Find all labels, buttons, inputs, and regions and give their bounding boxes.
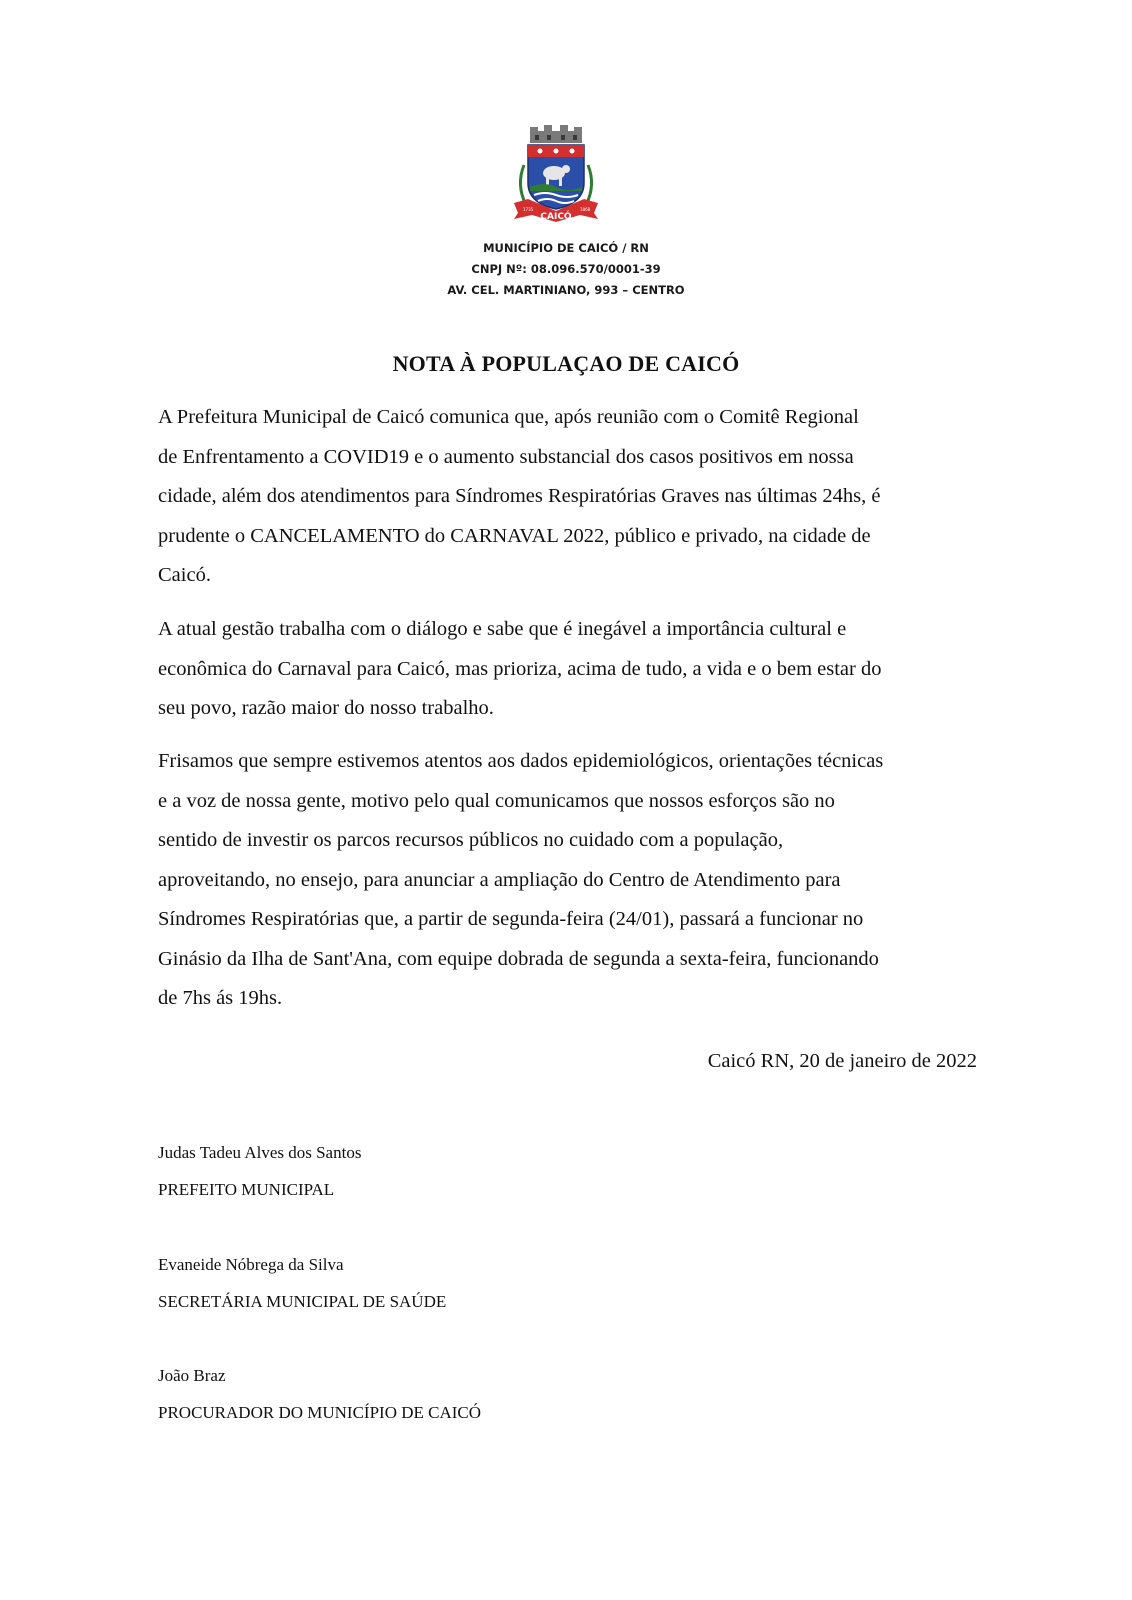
- letterhead-cnpj: CNPJ Nº: 08.096.570/0001-39: [471, 262, 661, 276]
- paragraph-line: econômica do Carnaval para Caicó, mas prioriza, acima de tudo, a vida e o bem estar do: [158, 657, 882, 680]
- paragraph-line: cidade, além dos atendimentos para Síndromes Respiratórias Graves nas últimas 24hs, é: [158, 485, 881, 507]
- paragraph-line: sentido de investir os parcos recursos públicos no cuidado com a população,: [158, 829, 784, 851]
- paragraph-line: A Prefeitura Municipal de Caicó comunica que, após reunião com o Comitê Regional: [158, 406, 859, 428]
- paragraph-line: seu povo, razão maior do nosso trabalho.: [158, 697, 494, 719]
- signatory-health-secretary: [158, 1246, 446, 1320]
- paragraph-line: Frisamos que sempre estivemos atentos aos dados epidemiológicos, orientações técnicas: [158, 750, 884, 772]
- signatory-name: Evaneide Nóbrega da Silva: [158, 1255, 344, 1274]
- signatory-role: PREFEITO MUNICIPAL: [158, 1180, 335, 1199]
- paragraph-line: prudente o CANCELAMENTO do CARNAVAL 2022, público e privado, na cidade de: [158, 524, 871, 547]
- signatory-name: João Braz: [158, 1366, 226, 1385]
- signatory-mayor: [158, 1134, 361, 1208]
- signatory-role: PROCURADOR DO MUNICÍPIO DE CAICÓ: [158, 1403, 482, 1422]
- paragraph-line: Síndromes Respiratórias que, a partir de segunda-feira (24/01), passará a funcionar no: [158, 908, 864, 930]
- paragraph-line: de Enfrentamento a COVID19 e o aumento substancial dos casos positivos em nossa: [158, 445, 854, 468]
- ribbon-year-right: 1868: [580, 207, 591, 212]
- signatory-name: Judas Tadeu Alves dos Santos: [158, 1143, 362, 1162]
- signatory-role: SECRETÁRIA MUNICIPAL DE SAÚDE: [158, 1292, 447, 1311]
- signatory-attorney: [158, 1357, 481, 1431]
- date-line: Caicó RN, 20 de janeiro de 2022: [707, 1050, 977, 1072]
- coat-of-arms-icon: [510, 125, 602, 225]
- paragraph-line: aproveitando, no ensejo, para anunciar a ampliação do Centro de Atendimento para: [158, 868, 841, 891]
- letterhead: [0, 238, 1132, 301]
- ribbon-text: CAICÓ: [540, 212, 572, 222]
- paragraph-line: Ginásio da Ilha de Sant'Ana, com equipe dobrada de segunda a sexta-feira, funcionando: [158, 947, 879, 970]
- paragraph-line: A atual gestão trabalha com o diálogo e sabe que é inegável a importância cultural e: [158, 618, 847, 640]
- paragraph-2: [158, 610, 983, 729]
- paragraph-line: e a voz de nossa gente, motivo pelo qual comunicamos que nossos esforços são no: [158, 789, 835, 812]
- paragraph-line: de 7hs ás 19hs.: [158, 987, 283, 1009]
- document-title: NOTA À POPULAÇAO DE CAICÓ: [392, 351, 740, 376]
- paragraph-3: [158, 742, 983, 1019]
- paragraph-1: [158, 398, 983, 596]
- letterhead-municipality: MUNICÍPIO DE CAICÓ / RN: [483, 241, 649, 255]
- paragraph-line: Caicó.: [158, 564, 211, 586]
- letterhead-address: AV. CEL. MARTINIANO, 993 – CENTRO: [447, 283, 685, 297]
- ribbon-year-left: 1735: [523, 207, 534, 212]
